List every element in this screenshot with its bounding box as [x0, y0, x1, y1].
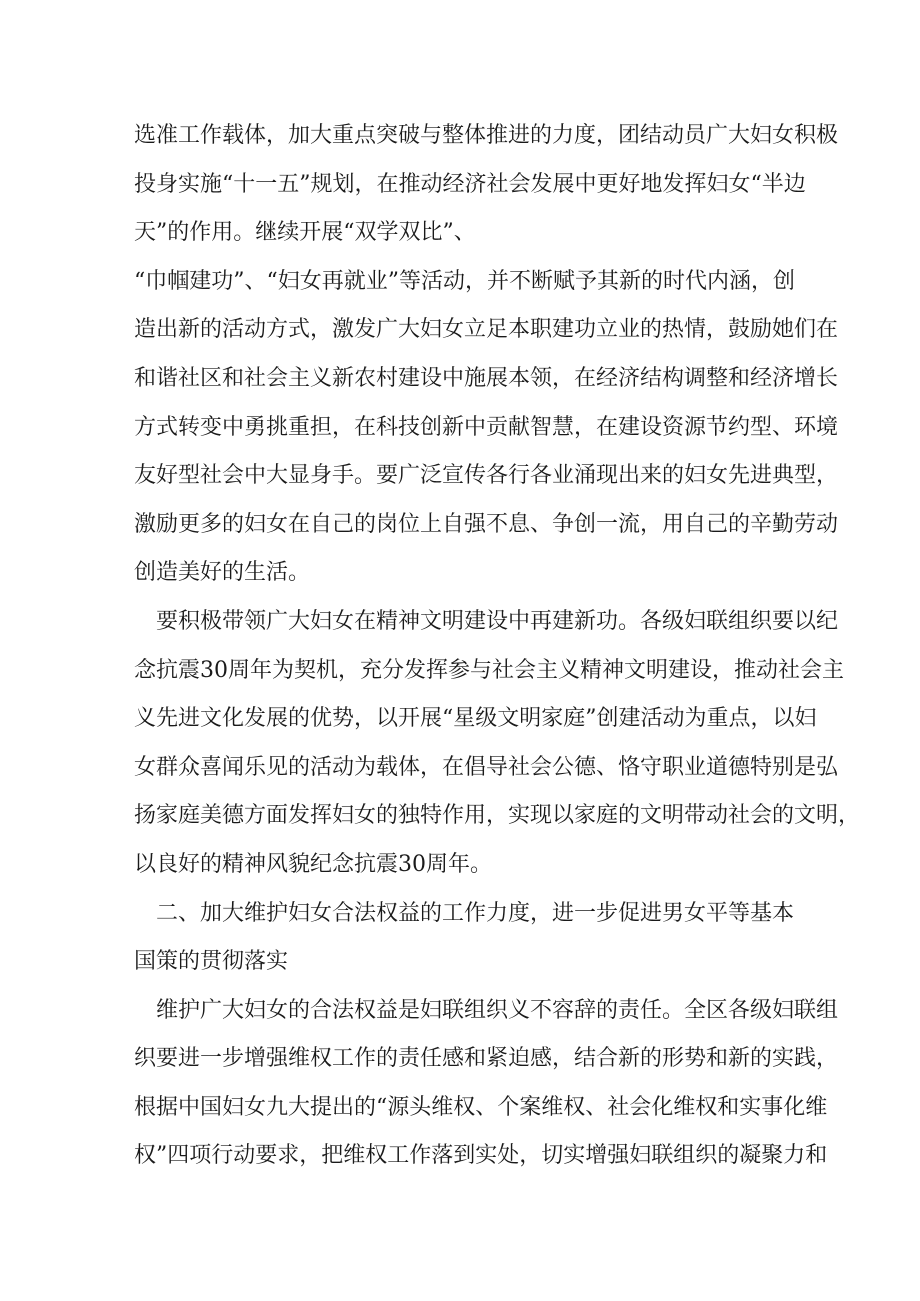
- text-line: 激励更多的妇女在自己的岗位上自强不息、争创一流，用自己的辛勤劳动: [134, 511, 839, 537]
- section-heading-line: 国策的贯彻落实: [134, 949, 289, 975]
- text-line: 念抗震30周年为契机，充分发挥参与社会主义精神文明建设，推动社会主: [134, 657, 844, 683]
- section-heading-line: 二、加大维护妇女合法权益的工作力度，进一步促进男女平等基本: [156, 900, 795, 926]
- text-line: 投身实施“十一五”规划，在推动经济社会发展中更好地发挥妇女“半边: [134, 171, 806, 197]
- text-line: 义先进文化发展的优势，以开展“星级文明家庭”创建活动为重点，以妇: [134, 706, 817, 732]
- text-line: 友好型社会中大显身手。要广泛宣传各行各业涌现出来的妇女先进典型，: [134, 463, 839, 489]
- document-body: [134, 112, 861, 1181]
- text-line: 根据中国妇女九大提出的“源头维权、个案维权、社会化维权和实事化维: [134, 1094, 828, 1120]
- text-line: 权”四项行动要求，把维权工作落到实处，切实增强妇联组织的凝聚力和: [134, 1143, 828, 1169]
- text-line: “巾帼建功”、“妇女再就业”等活动，并不断赋予其新的时代内涵，创: [134, 268, 795, 294]
- text-line: 创造美好的生活。: [134, 560, 311, 586]
- text-line: 选准工作载体，加大重点突破与整体推进的力度，团结动员广大妇女积极: [134, 123, 839, 148]
- text-line: 和谐社区和社会主义新农村建设中施展本领，在经济结构调整和经济增长: [134, 365, 839, 391]
- text-line: 女群众喜闻乐见的活动为载体，在倡导社会公德、恪守职业道德特别是弘: [134, 754, 839, 780]
- paragraph-first-line: 要积极带领广大妇女在精神文明建设中再建新功。各级妇联组织要以纪: [156, 608, 839, 634]
- text-line: 天”的作用。继续开展“双学双比”、: [134, 220, 476, 246]
- text-line: 扬家庭美德方面发挥妇女的独特作用，实现以家庭的文明带动社会的文明，: [134, 803, 861, 829]
- text-line: 织要进一步增强维权工作的责任感和紧迫感，结合新的形势和新的实践，: [134, 1046, 839, 1072]
- text-line: 以良好的精神风貌纪念抗震30周年。: [134, 851, 492, 877]
- text-line: 造出新的活动方式，激发广大妇女立足本职建功立业的热情，鼓励她们在: [134, 317, 839, 343]
- text-line: 方式转变中勇挑重担，在科技创新中贡献智慧，在建设资源节约型、环境: [134, 414, 839, 440]
- paragraph-first-line: 维护广大妇女的合法权益是妇联组织义不容辞的责任。全区各级妇联组: [156, 997, 839, 1023]
